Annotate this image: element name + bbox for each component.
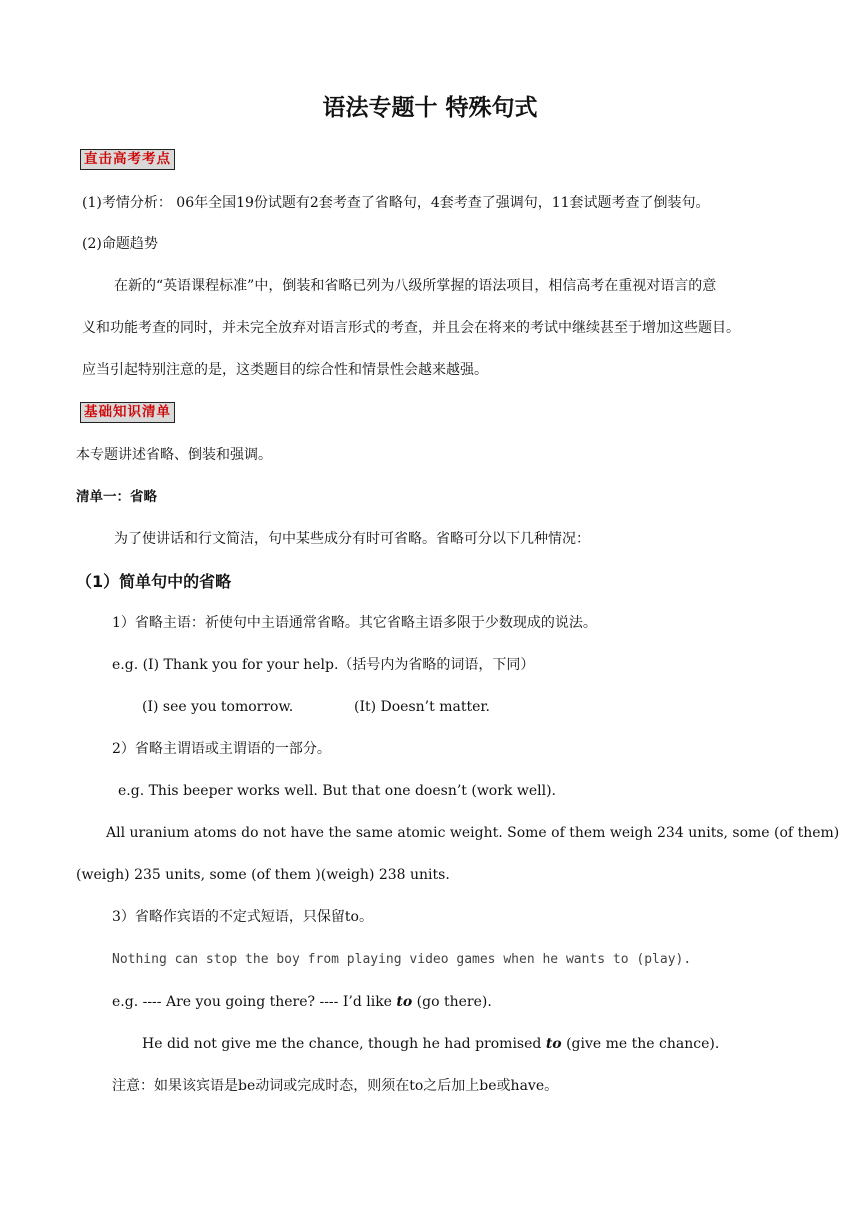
rule-1-example: e.g. (I) Thank you for your help.（括号内为省略的词语，下同） xyxy=(112,657,535,673)
exam-analysis-paragraph: (1)考情分析： 06年全国19份试题有2套考查了省略句，4套考查了强调句，11套试题考查了倒装句。 xyxy=(82,195,710,211)
rule-2-example-2-line-1: All uranium atoms do not have the same atomic weight. Some of them weigh 234 units, some (of them) xyxy=(106,825,840,841)
rule-3-monospace-example: Nothing can stop the boy from playing video games when he wants to (play). xyxy=(112,952,692,967)
trend-paragraph-line-2: 义和功能考查的同时，并未完全放弃对语言形式的考查，并且会在将来的考试中继续甚至于增加这些题目。 xyxy=(82,320,740,336)
trend-paragraph-line-1: 在新的“英语课程标准”中，倒装和省略已列为八级所掌握的语法项目，相信高考在重视对语言的意 xyxy=(114,278,717,294)
note-text: 注意：如果该宾语是be动词或完成时态，则须在to之后加上be或have。 xyxy=(112,1078,559,1094)
rule-2-example-2-line-2: (weigh) 235 units, some (of them )(weigh) 238 units. xyxy=(76,867,450,883)
trend-heading: (2)命题趋势 xyxy=(82,236,158,252)
rule-1-example-2b: (It) Doesn’t matter. xyxy=(354,699,490,715)
list-one-heading: 清单一：省略 xyxy=(76,489,157,505)
intro-text: 本专题讲述省略、倒装和强调。 xyxy=(76,447,272,463)
rule-3: 3）省略作宾语的不定式短语，只保留to。 xyxy=(112,909,373,925)
rule-3-example-2-to: to xyxy=(545,1036,562,1052)
rule-1-example-2a: (I) see you tomorrow. xyxy=(142,699,294,715)
section-tag-basic-knowledge: 基础知识清单 xyxy=(80,402,175,423)
ellipsis-intro: 为了使讲话和行文简洁，句中某些成分有时可省略。省略可分以下几种情况： xyxy=(114,531,590,547)
rule-3-example-pre: e.g. ---- Are you going there? ---- I’d like xyxy=(112,994,397,1010)
rule-3-example-to: to xyxy=(396,994,413,1010)
rule-3-example-post: (go there). xyxy=(412,994,492,1010)
page-title: 语法专题十 特殊句式 xyxy=(322,95,538,121)
simple-sentence-ellipsis-heading: （1）简单句中的省略 xyxy=(76,572,232,591)
rule-2-example: e.g. This beeper works well. But that one doesn’t (work well). xyxy=(118,783,556,799)
rule-2: 2）省略主谓语或主谓语的一部分。 xyxy=(112,741,331,757)
rule-3-example-2 xyxy=(142,1036,719,1053)
rule-3-example xyxy=(112,994,492,1011)
rule-1: 1）省略主语：祈使句中主语通常省略。其它省略主语多限于少数现成的说法。 xyxy=(112,615,597,631)
rule-3-example-2-post: (give me the chance). xyxy=(561,1036,720,1052)
rule-3-example-2-pre: He did not give me the chance, though he had promised xyxy=(142,1036,546,1052)
trend-paragraph-line-3: 应当引起特别注意的是，这类题目的综合性和情景性会越来越强。 xyxy=(82,362,488,378)
section-tag-exam-points: 直击高考考点 xyxy=(80,149,175,170)
